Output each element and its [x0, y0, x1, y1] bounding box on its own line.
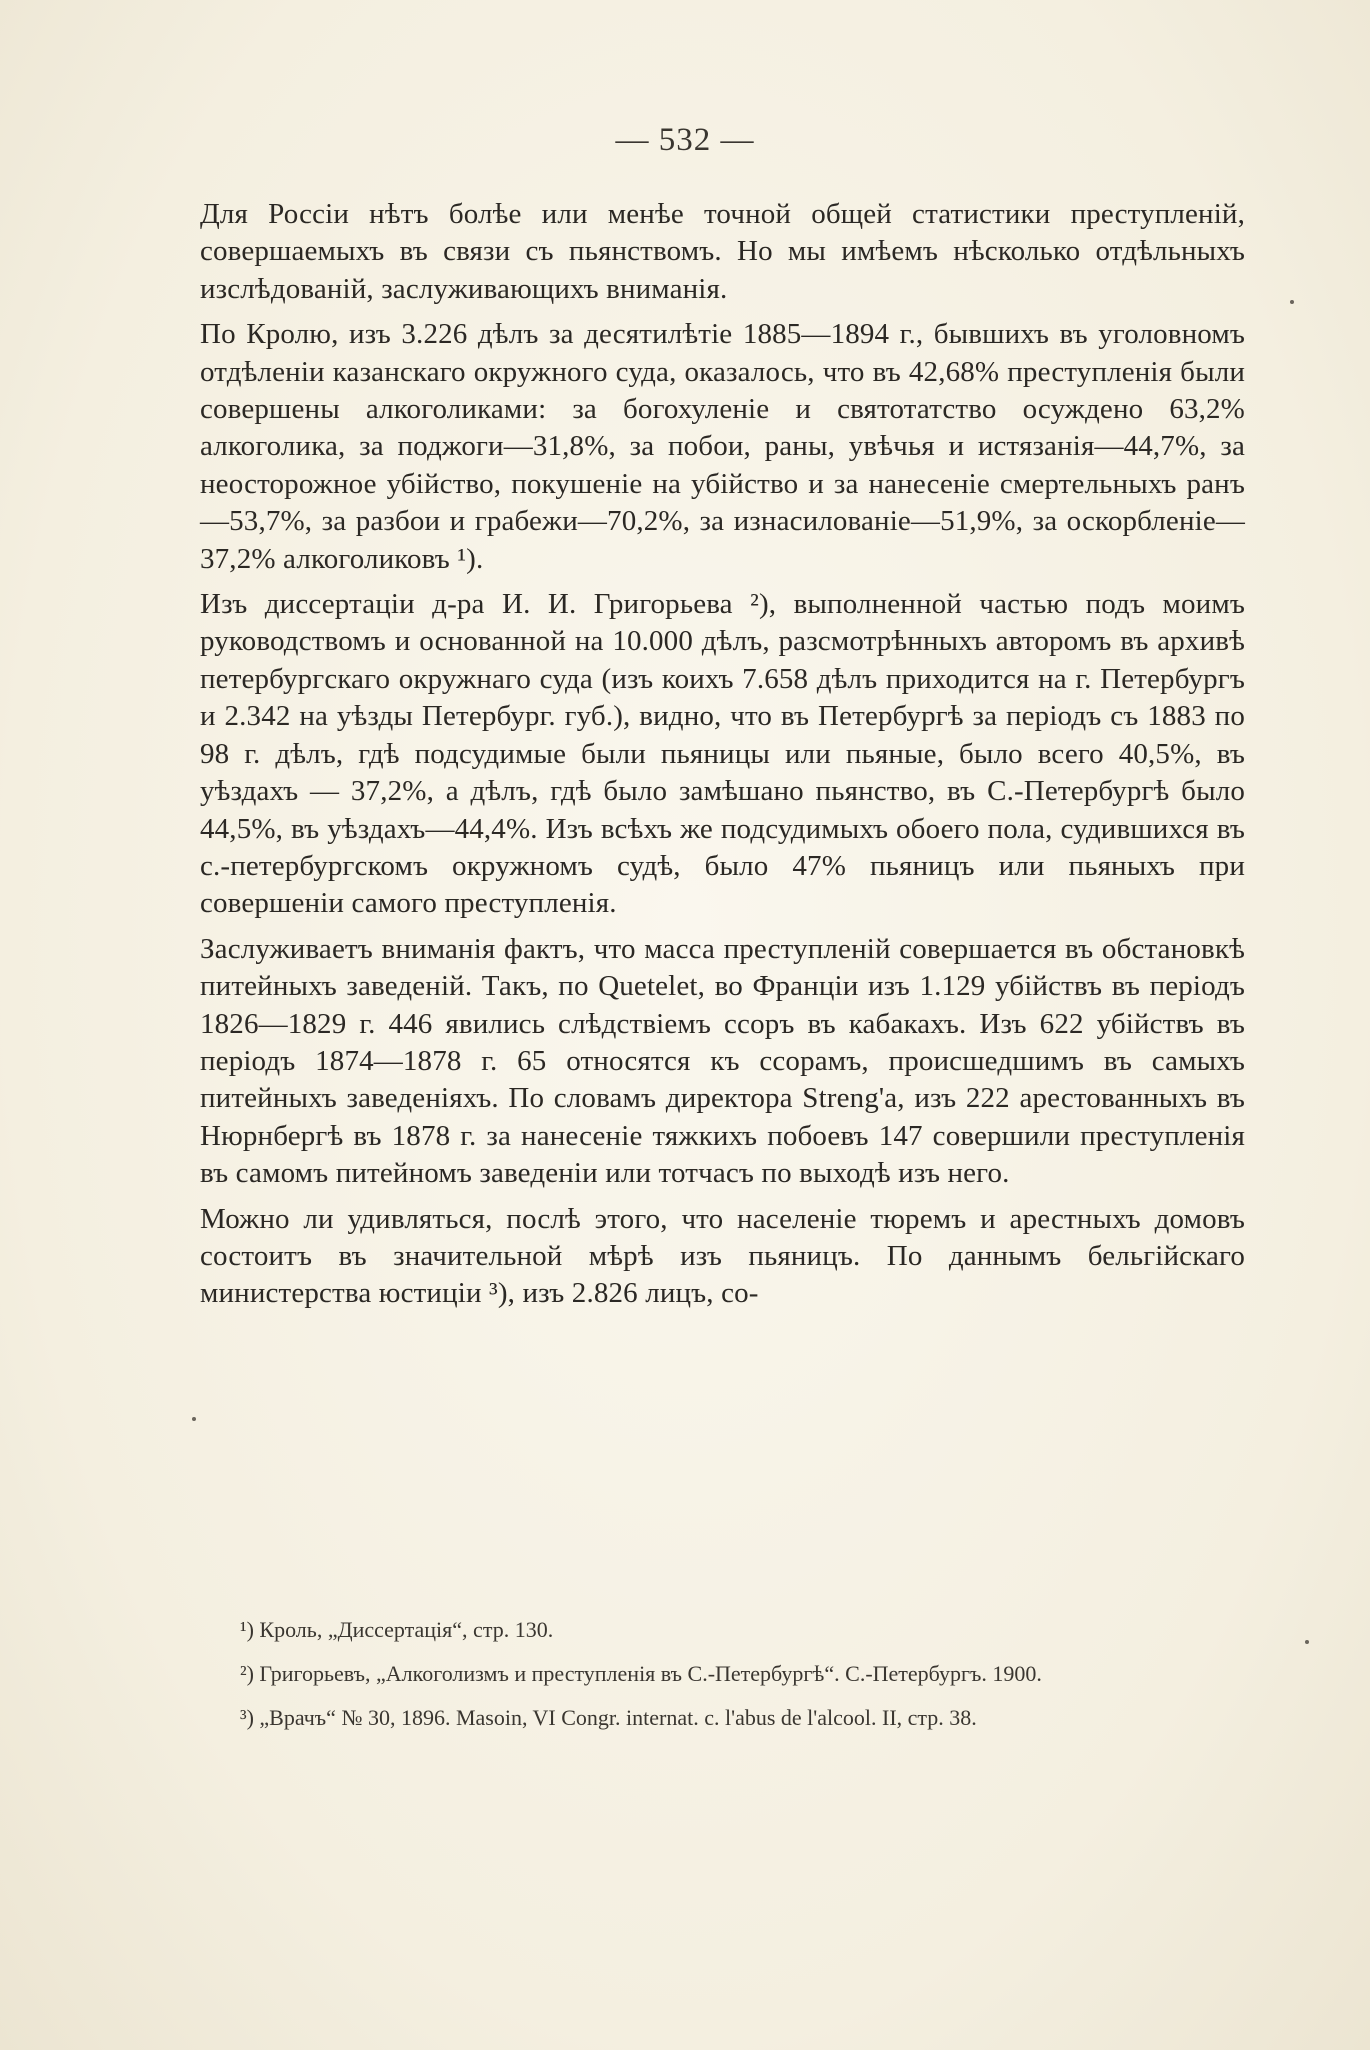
paragraph-drinking-establishments: Заслуживаетъ вниманія фактъ, что масса преступленій совершается въ обстановкѣ питейныхъ заведеній. Такъ, по Quetelet, во Франціи изъ 1.129 убійствъ въ періодъ 1826—1829 г. 446 явились слѣдствіемъ ссоръ въ кабакахъ. Изъ 622 убійствъ въ періодъ 1874—1878 г. 65 относятся къ ссорамъ, происшедшимъ въ самыхъ питейныхъ заведеніяхъ. По словамъ директора Streng'а, изъ 222 арестованныхъ въ Нюрнбергѣ въ 1878 г. за нанесеніе тяжкихъ побоевъ 147 совершили преступленія въ самомъ питейномъ заведеніи или тотчасъ по выходѣ изъ него. — [200, 932, 1245, 1190]
print-speck — [1305, 1640, 1309, 1644]
paragraph-statistics-intro: Для Россіи нѣтъ болѣе или менѣе точной общей статистики преступленій, совершаемыхъ въ связи съ пьянствомъ. Но мы имѣемъ нѣсколько отдѣльныхъ изслѣдованій, заслуживающихъ вниманія. — [200, 198, 1245, 305]
footnote-1: ¹) Кроль, „Диссертація“, стр. 130. — [240, 1617, 554, 1642]
print-speck — [192, 1417, 196, 1421]
paragraph-grigoriev-data: Изъ диссертаціи д-ра И. И. Григорьева ²), выполненной частью подъ моимъ руководствомъ и основанной на 10.000 дѣлъ, разсмотрѣнныхъ авторомъ въ архивѣ петербургскаго окружнаго суда (изъ коихъ 7.658 дѣлъ приходится на г. Петербургъ и 2.342 на уѣзды Петербург. губ.), видно, что въ Петербургѣ за періодъ съ 1883 по 98 г. дѣлъ, гдѣ подсудимые были пьяницы или пьяные, было всего 40,5%, въ уѣздахъ — 37,2%, а дѣлъ, гдѣ было замѣшано пьянство, въ С.-Петербургѣ было 44,5%, въ уѣздахъ—44,4%. Изъ всѣхъ же подсудимыхъ обоего пола, судившихся въ с.-петербургскомъ окружномъ судѣ, было 47% пьяницъ или пьяныхъ при совершеніи самого преступленія. — [200, 588, 1245, 920]
page-number: — 532 — — [615, 122, 755, 158]
footnote-3: ³) „Врачъ“ № 30, 1896. Masoin, VI Congr. internat. c. l'abus de l'alcool. II, стр. 38. — [240, 1705, 977, 1730]
main-text — [200, 196, 1245, 1321]
footnote-2: ²) Григорьевъ, „Алкоголизмъ и преступленія въ С.-Петербургѣ“. С.-Петербургъ. 1900. — [240, 1661, 1042, 1686]
print-speck — [1290, 300, 1294, 304]
paragraph-prison-population: Можно ли удивляться, послѣ этого, что населеніе тюремъ и арестныхъ домовъ состоитъ въ значительной мѣрѣ изъ пьяницъ. По даннымъ бельгійскаго министерства юстиціи ³), изъ 2.826 лицъ, со- — [200, 1202, 1245, 1310]
paragraph-krol-data: По Кролю, изъ 3.226 дѣлъ за десятилѣтіе 1885—1894 г., бывшихъ въ уголовномъ отдѣленіи казанскаго окружного суда, оказалось, что въ 42,68% преступленія были совершены алкоголиками: за богохуленіе и святотатство осуждено 63,2% алкоголика, за поджоги—31,8%, за побои, раны, увѣчья и истязанія—44,7%, за неосторожное убійство, покушеніе на убійство и за нанесеніе смертельныхъ ранъ—53,7%, за разбои и грабежи—70,2%, за изнасилованіе—51,9%, за оскорбленіе—37,2% алкоголиковъ ¹). — [200, 318, 1245, 575]
footnotes — [200, 1615, 1245, 1747]
